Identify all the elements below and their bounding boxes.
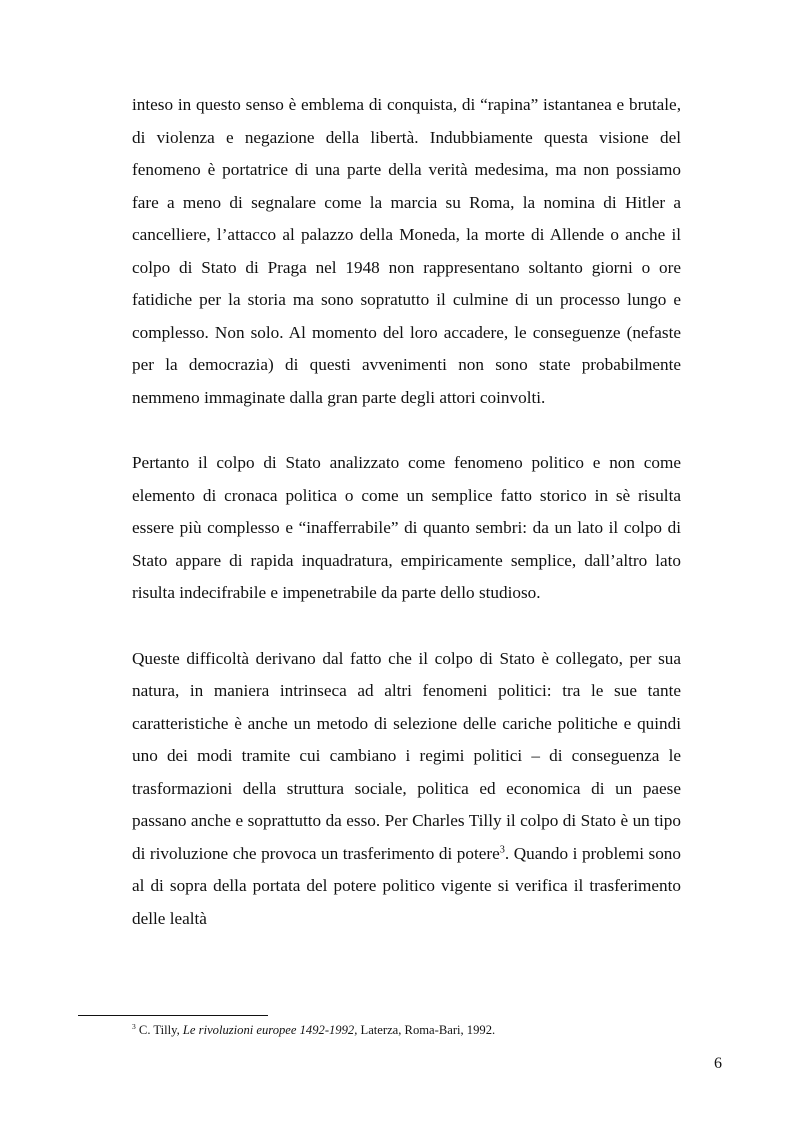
footnote-publisher: Laterza, Roma-Bari, 1992. [357,1023,496,1037]
footnote-separator [78,1015,268,1016]
footnote-number: 3 [132,1021,136,1031]
paragraph-3 [132,643,681,936]
footnote [132,1022,692,1038]
paragraph-2: Pertanto il colpo di Stato analizzato come fenomeno politico e non come elemento di cronaca politica o come un semplice fatto storico in sè risulta essere più complesso e “inafferrabile” di quanto sembri: da un lato il colpo di Stato appare di rapida inquadratura, empiricamente semplice, dall’altro lato risulta indecifrabile e impenetrabile da parte dello studioso. [132,453,681,602]
footnote-author: C. Tilly, [135,1023,183,1037]
footnote-reference[interactable]: 3 [499,843,505,855]
paragraph-3-text: Queste difficoltà derivano dal fatto che il colpo di Stato è collegato, per sua natura, in maniera intrinseca ad altri fenomeni politici: tra le sue tante caratteristiche è anche un metodo di selezione delle cariche politiche e quindi uno dei modi tramite cui cambiano i regimi politici – di conseguenza le trasformazioni della struttura sociale, politica ed economica di un paese passano anche e soprattutto da esso. Per Charles Tilly il colpo di Stato è un tipo di rivoluzione che provoca un trasferimento di potere [132,648,681,863]
paragraph-1: inteso in questo senso è emblema di conquista, di “rapina” istantanea e brutale, di violenza e negazione della libertà. Indubbiamente questa visione del fenomeno è portatrice di una parte della verità medesima, ma non possiamo fare a meno di segnalare come la marcia su Roma, la nomina di Hitler a cancelliere, l’attacco al palazzo della Moneda, la morte di Allende o anche il colpo di Stato di Praga nel 1948 non rappresentano soltanto giorni o ore fatidiche per la storia ma sono sopratutto il culmine di un processo lungo e complesso. Non solo. Al momento del loro accadere, le conseguenze (nefaste per la democrazia) di questi avvenimenti non sono state probabilmente nemmeno immaginate dalla gran parte degli attori coinvolti. [132,95,681,407]
footnote-title: Le rivoluzioni europee 1492-1992, [182,1023,358,1037]
body-text [132,89,681,968]
paragraph-3-continuation: . Quando i problemi sono al di sopra della portata del potere politico vigente si verifica il trasferimento delle lealtà [132,843,681,928]
page-number: 6 [714,1055,722,1072]
